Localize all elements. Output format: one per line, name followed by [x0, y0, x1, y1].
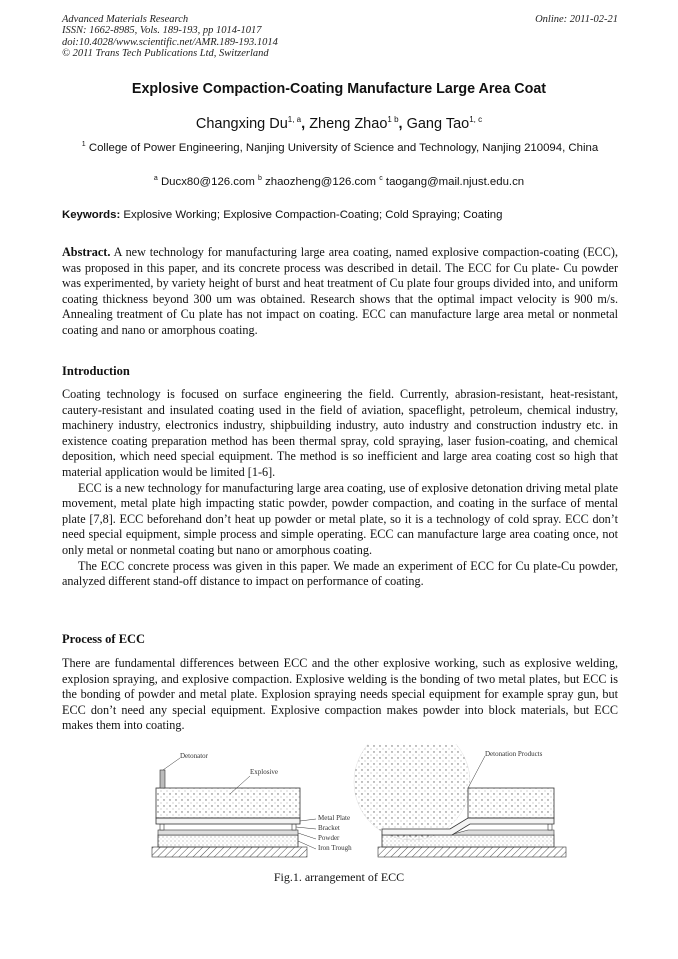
author-name: Zheng Zhao — [309, 116, 388, 132]
detonator-shape — [160, 770, 165, 788]
label-detonator: Detonator — [180, 752, 208, 760]
explosive-layer-remaining — [468, 788, 554, 818]
author-name: Gang Tao — [406, 116, 470, 132]
figure-caption: Fig.1. arrangement of ECC — [273, 870, 405, 884]
affiliation-text: College of Power Engineering, Nanjing University of Science and Technology, Nanjing 210094, China — [88, 142, 599, 154]
email-sup: a — [153, 175, 158, 182]
keywords-label: Keywords: — [62, 209, 121, 221]
abstract-label: Abstract. — [62, 245, 111, 259]
ecc-arrangement-figure — [150, 744, 570, 864]
bracket-right — [292, 824, 296, 830]
ground-hatch — [378, 847, 566, 857]
author-name: Changxing Du — [195, 116, 288, 132]
label-explosive: Explosive — [250, 768, 278, 776]
ecc-setup-after — [354, 744, 566, 857]
detonation-products-cloud — [354, 744, 470, 840]
issn-line: ISSN: 1662-8985, Vols. 189-193, pp 1014-1017 — [62, 25, 262, 37]
author-list: Changxing Du$^{1, a}$, Zheng Zhao$^{1 b}$, Gang Tao$^{1, c}$ — [195, 115, 483, 132]
affiliation-sup: 1 — [81, 141, 86, 148]
paragraph: Coating technology is focused on surface engineering the field. Currently, abrasion-resistant, heat-resistant, cautery-resistant and insulated coating used in the field of aviation, spaceflight, petroleum, chemical industry, machinery industry, electronics industry, shipbuilding industry, auto industry and construction industry etc. in existence coating preparation method has been thermal spray, cold spraying, laser fusion-coating, and chemical deposition, which need special equipment. The method is so inefficient and large area coating cost so high that material application would be limited [1-6]. — [62, 387, 618, 479]
metal-plate-shape — [156, 818, 300, 824]
bracket-left — [160, 824, 164, 830]
introduction-heading: Introduction — [62, 364, 130, 378]
email-list — [40, 175, 638, 188]
email-link[interactable]: Ducx80@126.com — [160, 176, 255, 188]
label-bracket: Bracket — [318, 824, 340, 832]
affiliation — [62, 137, 618, 156]
label-powder: Powder — [318, 834, 340, 842]
abstract-text: A new technology for manufacturing large area coating, named explosive compaction-coating (ECC), was proposed in this paper, and its concrete process was described in detail. The ECC for Cu plate- Cu powder was experimented, by variety height of burst and heat treatment of Cu plate four groups divided into, and uniform coating thickness beyond 300 um was obtained. Research shows that the optimal impact velocity is 900 m/s. Annealing treatment of Cu plate has not impact on coating. ECC can manufacture large area metal or nonmetal coating and nano or amorphous coating. — [62, 245, 618, 337]
iron-trough-shape — [382, 835, 554, 847]
bracket-right — [548, 824, 552, 830]
email-link[interactable]: taogang@mail.njust.edu.cn — [385, 176, 525, 188]
email-link[interactable]: zhaozheng@126.com — [265, 176, 377, 188]
ground-hatch — [152, 847, 307, 857]
label-detonation-products: Detonation Products — [485, 750, 543, 758]
journal-header — [62, 14, 618, 60]
journal-name: Advanced Materials Research — [62, 14, 189, 25]
doi-line: doi:10.4028/www.scientific.net/AMR.189-193.1014 — [62, 36, 278, 48]
author-sup: 1, c — [469, 115, 483, 124]
keywords-text: Explosive Working; Explosive Compaction-Coating; Cold Spraying; Coating — [123, 209, 503, 221]
powder-layer — [158, 830, 298, 835]
label-iron-trough: Iron Trough — [318, 844, 352, 852]
email-sup: b — [257, 175, 262, 182]
author-sup: 1 b — [387, 115, 399, 124]
email-sup: c — [379, 175, 383, 182]
abstract — [62, 245, 618, 339]
iron-trough-shape — [158, 835, 298, 847]
process-heading: Process of ECC — [62, 632, 146, 646]
paper-title: Explosive Compaction-Coating Manufacture Large Area Coat — [131, 81, 547, 97]
keywords — [62, 209, 618, 221]
paragraph: The ECC concrete process was given in this paper. We made an experiment of ECC for Cu plate-Cu powder, analyzed different stand-off distance to impact on performance of coating. — [62, 558, 618, 589]
process-body — [62, 656, 618, 734]
ecc-setup-before — [152, 752, 352, 857]
label-metal-plate: Metal Plate — [318, 814, 351, 822]
introduction-body — [62, 387, 618, 590]
paragraph: There are fundamental differences between ECC and the other explosive working, such as explosive welding, explosion spraying, and explosive compaction. Explosive welding is the bonding of two metal plates, but ECC is the bonding of powder and metal plate. Explosion spraying needs special equipment for example spray gun, but ECC don’t need any special equipment. Explosive compaction makes powder into block materials, but ECC makes them into coating. — [62, 656, 618, 733]
explosive-layer — [156, 788, 300, 818]
paragraph: ECC is a new technology for manufacturing large area coating, use of explosive detonation driving metal plate movement, metal plate high impacting static powder, powder compaction, and coating in the surface of mental plate [7,8]. ECC beforehand don’t heat up powder or metal plate, so it is a technology of cold spray. ECC don’t need special equipment, simple process and simple operating. ECC can manufacture large area coating once, not only metal or nonmetal coating but nano or amorphous coating. — [62, 480, 618, 557]
online-date: Online: 2011-02-21 — [535, 14, 618, 25]
copyright-line: © 2011 Trans Tech Publications Ltd, Switzerland — [62, 48, 269, 60]
author-sup: 1, a — [287, 115, 302, 124]
